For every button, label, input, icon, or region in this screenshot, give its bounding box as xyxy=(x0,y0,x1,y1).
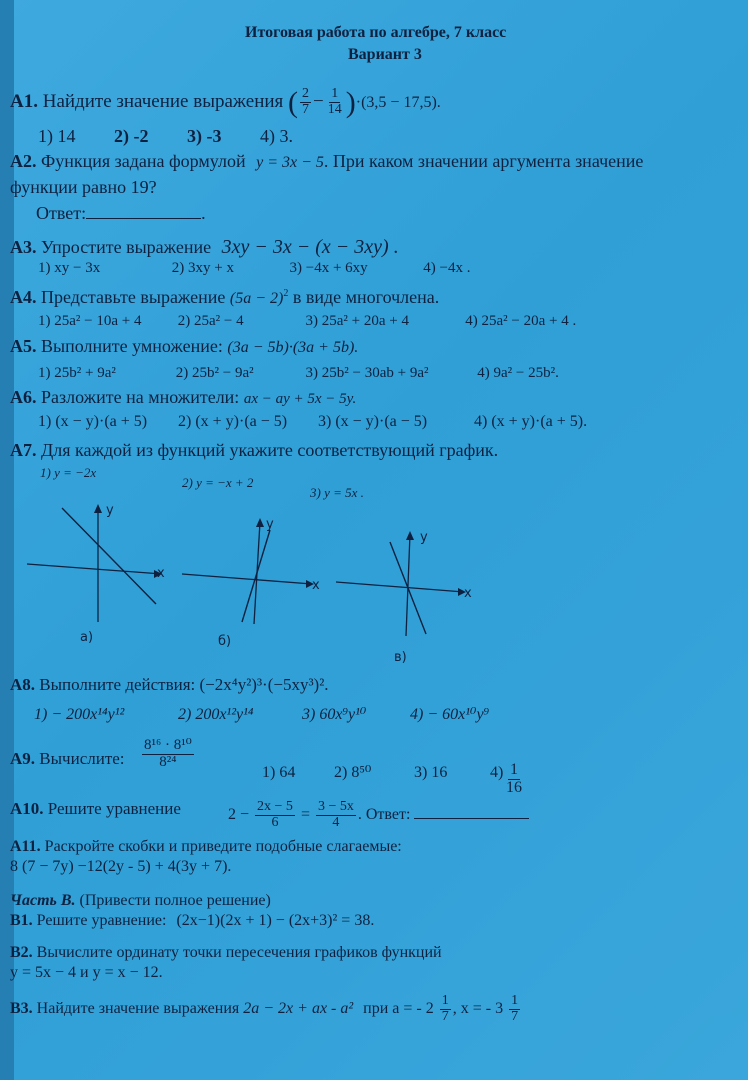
option: 1) (x − y)·(a + 5) xyxy=(38,413,148,430)
option: 2) 25a² − 4 xyxy=(177,313,244,329)
function-1: 1) y = −2x xyxy=(40,465,97,480)
task-text: Упростите выражение xyxy=(41,237,212,257)
option: 2) 3xy + x xyxy=(171,260,234,276)
task-label: A5. xyxy=(10,336,37,356)
option: 2) (x + y)·(a − 5) xyxy=(178,413,288,430)
expression: (2x−1)(2x + 1) − (2x+3)² = 38. xyxy=(176,912,375,929)
worksheet-title: Итоговая работа по алгебре, 7 класс xyxy=(245,24,507,41)
option: 4) xyxy=(490,764,504,781)
a11-expression: 8 (7 − 7y) −12(2y - 5) + 4(3y + 7). xyxy=(10,858,232,875)
graph-label-c: в) xyxy=(394,650,407,665)
task-label: A2. xyxy=(10,151,37,171)
task-label: A9. xyxy=(10,749,36,768)
option: 3) 25a² + 20a + 4 xyxy=(305,313,409,329)
task-label: B3. xyxy=(10,999,33,1017)
expression: 2a − 2x + ax - a² xyxy=(243,999,354,1017)
task-label: B1. xyxy=(10,912,33,929)
task-text: Решите уравнение: xyxy=(36,912,167,929)
task-a3 xyxy=(10,236,399,258)
option: 3) 25b² − 30ab + 9a² xyxy=(305,365,429,381)
task-text: Вычислите ординату точки пересечения графиков функций xyxy=(36,944,442,961)
task-label: A4. xyxy=(10,287,37,307)
a4-options xyxy=(38,313,576,330)
option: 4) (x + y)·(a + 5). xyxy=(474,413,588,430)
option: 3) 16 xyxy=(414,764,448,781)
fraction: $\frac{1}{7}$ xyxy=(511,993,519,1024)
option: 1) 14 xyxy=(38,126,76,146)
option: 3) −4x + 6xy xyxy=(289,260,368,276)
task-text: Выполните действия: xyxy=(39,675,196,694)
b2-functions: y = 5x − 4 и y = x − 12. xyxy=(10,964,163,981)
task-text: Представьте выражение xyxy=(41,287,226,307)
task-text: Найдите значение выражения xyxy=(42,90,284,112)
function-2: 2) y = −x + 2 xyxy=(182,475,254,490)
graph-c xyxy=(334,528,474,640)
a2-line2: функции равно 19? xyxy=(10,177,157,197)
task-a6 xyxy=(10,388,356,408)
task-label: A8. xyxy=(10,675,36,694)
task-a2: A2. Функция задана формулой y = 3x − 5. При каком значении аргумента значение xyxy=(10,151,644,171)
option: 1) 25a² − 10a + 4 xyxy=(38,313,142,329)
option: 3) -3 xyxy=(187,126,222,146)
a1-options xyxy=(38,127,293,147)
task-text: Раскройте скобки и приведите подобные слагаемые: xyxy=(44,838,402,855)
option: 4) −4x . xyxy=(423,260,471,276)
expression: (5a − 2) xyxy=(229,290,284,307)
option: 4) 25a² − 20a + 4 . xyxy=(465,313,577,329)
task-label: A1. xyxy=(10,90,38,112)
a6-options xyxy=(38,413,587,431)
axis-x-label: x xyxy=(157,566,165,581)
task-a4: A4. Представьте выражение $(5a - 2)^2$ в виде многочлена. xyxy=(10,287,440,307)
axis-x-label: x xyxy=(312,578,320,593)
option: 1) xy − 3x xyxy=(38,260,101,276)
option: 1) 64 xyxy=(262,764,296,781)
fraction: $\frac{3 - 5x}{4}$ xyxy=(317,799,354,830)
task-a5 xyxy=(10,337,358,357)
a8-options xyxy=(34,706,489,724)
expression: (−2x⁴y²)³·(−5xy³)². xyxy=(199,675,329,694)
option: 3) 60x⁹y¹⁰ xyxy=(302,706,367,723)
option: 4) 9a² − 25b². xyxy=(477,365,559,381)
fraction: $\frac{2x - 5}{6}$ xyxy=(257,799,293,830)
option: 2) -2 xyxy=(114,126,149,146)
graph-label-b: б) xyxy=(218,634,232,649)
option: 2) 8⁵⁰ xyxy=(334,764,372,781)
task-a9 xyxy=(10,750,125,769)
task-a8 xyxy=(10,676,329,695)
answer-blank xyxy=(414,804,529,819)
variant-label: Вариант 3 xyxy=(348,46,422,63)
task-label: A7. xyxy=(10,440,37,460)
a9-expression: $\frac{\text{8¹⁶ · 8¹⁰}}{\text{8²⁴}}$ xyxy=(144,737,192,770)
task-label: A11. xyxy=(10,838,41,855)
axis-y-label: y xyxy=(420,530,428,545)
a10-equation: 2 − $\frac{2x - 5}{6}$ = $\frac{3 - 5x}{4}$ . Ответ: xyxy=(228,800,529,830)
option: 1) − 200x¹⁴y¹² xyxy=(34,706,125,723)
task-label: B2. xyxy=(10,944,33,961)
task-text: Для каждой из функций укажите соответствующий график. xyxy=(41,440,499,460)
task-label: A6. xyxy=(10,387,37,407)
task-text: Функция задана формулой xyxy=(41,151,246,171)
axis-y-label: y xyxy=(266,517,274,532)
axis-x-label: x xyxy=(464,586,472,601)
task-label: A3. xyxy=(10,237,37,257)
task-text: Вычислите: xyxy=(39,749,125,768)
a9-options xyxy=(262,764,503,782)
graph-label-a: а) xyxy=(80,630,94,645)
graph-b xyxy=(180,512,322,630)
a2-answer: Ответ: . xyxy=(36,203,206,223)
task-b1 xyxy=(10,912,374,930)
task-text: Разложите на множители: xyxy=(41,387,240,407)
expression: (3a − 5b)·(3a + 5b). xyxy=(227,339,359,356)
task-text: Найдите значение выражения xyxy=(36,999,240,1017)
task-text: Выполните умножение: xyxy=(41,336,223,356)
fraction: $\frac{1}{14}$ xyxy=(327,86,342,117)
task-a1: A1. Найдите значение выражения ( $\frac{2}{7}$ − $\frac{1}{14}$ )·(3,5 − 17,5). xyxy=(10,86,441,119)
part-b-heading: Часть В. (Привести полное решение) xyxy=(10,892,271,909)
option: 3) (x − y)·(a − 5) xyxy=(318,413,428,430)
task-a11 xyxy=(10,838,402,856)
expression: 3xy − 3x − (x − 3xy) . xyxy=(221,236,399,258)
option: 4) 3. xyxy=(260,126,293,146)
axis-y-label: y xyxy=(106,503,114,518)
graph-a xyxy=(22,498,172,628)
task-label: A10. xyxy=(10,799,44,818)
option: 2) 200x¹²y¹⁴ xyxy=(178,706,254,723)
option: 2) 25b² − 9a² xyxy=(175,365,254,381)
task-b2 xyxy=(10,944,442,962)
option: 4) − 60x¹⁰y⁹ xyxy=(410,706,490,723)
a5-options xyxy=(38,365,559,382)
answer-blank xyxy=(86,204,201,219)
a9-option4-fraction: $\frac{1}{16}$ xyxy=(506,761,522,796)
fraction: $\frac{1}{7}$ xyxy=(441,993,449,1024)
formula: y = 3x − 5 xyxy=(256,154,324,171)
a3-options xyxy=(38,260,470,277)
function-3: 3) y = 5x . xyxy=(310,485,364,500)
task-a10 xyxy=(10,800,181,819)
task-text: Решите уравнение xyxy=(47,799,181,818)
fraction: $\frac{2}{7}$ xyxy=(302,86,310,117)
expression: ax − ay + 5x − 5y. xyxy=(243,391,357,407)
task-a7 xyxy=(10,441,498,461)
option: 1) 25b² + 9a² xyxy=(38,365,116,381)
task-b3: B3. Найдите значение выражения 2a − 2x + ax - a² при a = - 2 $\frac{1}{7}$ , x = - 3 $\frac{1}{7}$ xyxy=(10,993,519,1024)
